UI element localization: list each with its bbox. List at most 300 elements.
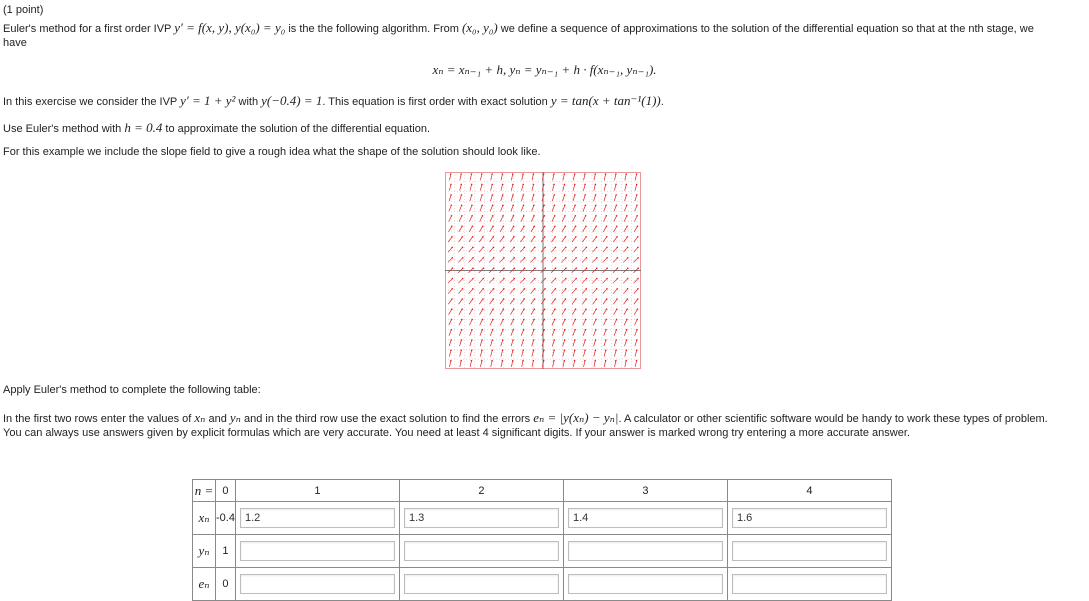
exercise-line: [3, 93, 664, 109]
slope-arrow-head: [522, 173, 524, 175]
slope-arrow-head: [450, 184, 452, 186]
slope-arrow-head: [523, 236, 525, 238]
slope-arrow-head: [481, 184, 483, 186]
slope-arrow-head: [472, 236, 474, 238]
table-row-yn: [193, 535, 892, 568]
slope-arrow-head: [533, 194, 535, 196]
slope-arrow-head: [462, 278, 464, 280]
slope-arrow-head: [575, 225, 577, 227]
slope-arrow-head: [626, 205, 628, 207]
slope-arrow-head: [461, 225, 463, 227]
en-label: eₙ: [193, 568, 216, 601]
slope-arrow-head: [544, 267, 546, 269]
slope-arrow-head: [544, 257, 546, 259]
slope-arrow-head: [450, 173, 452, 175]
slope-arrow-head: [553, 339, 555, 341]
slope-arrow-head: [451, 319, 453, 321]
slope-arrow-head: [564, 215, 566, 217]
slope-arrow-head: [543, 205, 545, 207]
slope-arrow-head: [492, 205, 494, 207]
slope-arrow-head: [503, 298, 505, 300]
slope-arrow-head: [595, 329, 597, 331]
slope-arrow-head: [503, 257, 505, 259]
slope-arrow-head: [503, 288, 505, 290]
slope-arrow-head: [523, 319, 525, 321]
slope-arrow-head: [595, 205, 597, 207]
yn-symbol: yₙ: [229, 410, 241, 425]
slope-arrow-head: [586, 278, 588, 280]
x4-input[interactable]: 1.6: [732, 508, 887, 528]
slope-arrow-head: [606, 236, 608, 238]
slope-arrow-head: [452, 257, 454, 259]
rows-line: [3, 410, 1048, 426]
slope-arrow-head: [493, 257, 495, 259]
slope-arrow-head: [627, 257, 629, 259]
slope-arrow-head: [471, 339, 473, 341]
slope-arrow-head: [451, 298, 453, 300]
slope-arrow-head: [626, 215, 628, 217]
slope-arrow-head: [512, 173, 514, 175]
slope-arrow-head: [615, 360, 617, 362]
slope-arrow-head: [626, 194, 628, 196]
slope-arrow-head: [605, 319, 607, 321]
y2-input[interactable]: [404, 541, 559, 561]
slope-arrow-head: [492, 319, 494, 321]
slope-arrow-head: [627, 247, 629, 249]
slope-arrow-head: [472, 278, 474, 280]
slope-arrow-head: [533, 173, 535, 175]
slope-arrow-head: [586, 247, 588, 249]
slope-arrow-head: [523, 329, 525, 331]
slope-arrow-head: [615, 350, 617, 352]
slope-arrow-head: [554, 298, 556, 300]
slope-arrow-head: [616, 205, 618, 207]
slope-arrow-head: [523, 308, 525, 310]
slope-arrow-head: [605, 339, 607, 341]
slope-arrow-head: [574, 360, 576, 362]
slope-arrow-head: [544, 215, 546, 217]
x1-input[interactable]: 1.2: [240, 508, 395, 528]
slope-arrow-head: [585, 319, 587, 321]
slope-arrow-head: [606, 247, 608, 249]
slope-arrow-head: [605, 184, 607, 186]
slope-arrow-head: [523, 205, 525, 207]
slope-arrow-head: [513, 288, 515, 290]
apply-instructions: Apply Euler's method to complete the following table:: [3, 384, 261, 396]
slope-arrow-head: [523, 215, 525, 217]
slope-arrow-head: [627, 298, 629, 300]
initial-condition: y(−0.4) = 1: [261, 93, 323, 108]
slope-arrow-head: [637, 236, 639, 238]
intro-text-b: is the the following algorithm. From: [288, 23, 459, 35]
slope-arrow-head: [461, 319, 463, 321]
slope-arrow-head: [574, 184, 576, 186]
slope-arrow-head: [471, 173, 473, 175]
slope-arrow-head: [503, 278, 505, 280]
slope-arrow-head: [626, 184, 628, 186]
slope-arrow-head: [636, 215, 638, 217]
slope-arrow-head: [574, 350, 576, 352]
slope-arrow-head: [471, 329, 473, 331]
slope-arrow-head: [534, 298, 536, 300]
slope-arrow-head: [637, 257, 639, 259]
slope-arrow-head: [636, 319, 638, 321]
column-header-1: 1: [235, 480, 399, 502]
slope-arrow-head: [615, 173, 617, 175]
slope-arrow-head: [565, 247, 567, 249]
slope-arrow-head: [492, 339, 494, 341]
table-header-row: [193, 480, 892, 502]
slope-arrow-head: [605, 194, 607, 196]
slope-arrow-head: [493, 288, 495, 290]
slope-arrow-head: [584, 339, 586, 341]
slope-arrow-head: [637, 288, 639, 290]
slope-arrow-head: [533, 205, 535, 207]
slope-arrow-head: [605, 350, 607, 352]
slope-arrow-head: [554, 329, 556, 331]
slope-arrow-head: [461, 308, 463, 310]
n-0: 0: [216, 480, 236, 502]
slope-arrow-head: [636, 350, 638, 352]
slope-arrow-head: [492, 329, 494, 331]
use-line: [3, 120, 430, 136]
ivp-formula: y′ = f(x, y), y(x₀) = y₀: [174, 20, 286, 35]
slope-arrow-head: [585, 225, 587, 227]
slope-arrow-head: [616, 308, 618, 310]
slope-arrow-head: [543, 173, 545, 175]
slope-arrow-head: [512, 205, 514, 207]
slope-arrow-head: [544, 236, 546, 238]
slope-arrow-head: [451, 225, 453, 227]
x-0: -0.4: [216, 502, 236, 535]
use-text-a: Use Euler's method with: [3, 123, 122, 135]
y1-input[interactable]: [240, 541, 395, 561]
slope-arrow-head: [605, 360, 607, 362]
slope-arrow-head: [606, 308, 608, 310]
slope-arrow-head: [584, 184, 586, 186]
slope-arrow-head: [472, 257, 474, 259]
slope-arrow-head: [452, 267, 454, 269]
slope-arrow-head: [636, 194, 638, 196]
rows-text-d: You can always use answers given by explicit formulas which are very accurate. You need at least 4 significant digits. If your answer is marked wrong try entering a more accurate answer.: [3, 427, 910, 439]
slope-arrow-head: [512, 350, 514, 352]
slope-arrow-head: [594, 173, 596, 175]
slope-arrow-head: [502, 319, 504, 321]
slope-arrow-head: [450, 360, 452, 362]
column-header-2: 2: [399, 480, 563, 502]
slope-arrow-head: [534, 247, 536, 249]
slope-arrow-head: [482, 308, 484, 310]
slope-arrow-head: [544, 308, 546, 310]
slope-arrow-head: [460, 173, 462, 175]
slope-arrow-head: [534, 308, 536, 310]
slope-arrow-head: [450, 339, 452, 341]
slope-arrow-head: [626, 225, 628, 227]
slope-arrow-head: [574, 194, 576, 196]
slope-arrow-head: [524, 267, 526, 269]
slope-arrow-head: [605, 173, 607, 175]
slope-arrow-head: [637, 247, 639, 249]
error-formula: eₙ = |y(xₙ) − yₙ|: [533, 410, 619, 425]
slope-arrow-head: [555, 278, 557, 280]
euler-formula: xₙ = xₙ₋₁ + h, yₙ = yₙ₋₁ + h · f(xₙ₋₁, yₙ₋₁).: [432, 62, 657, 77]
slope-arrow-head: [564, 205, 566, 207]
slope-arrow-head: [462, 247, 464, 249]
e-0: 0: [216, 568, 236, 601]
slope-arrow-head: [460, 184, 462, 186]
euler-table: [192, 479, 892, 601]
slope-arrow-head: [595, 308, 597, 310]
slope-arrow-head: [605, 329, 607, 331]
slope-arrow-head: [543, 360, 545, 362]
slope-arrow-head: [462, 288, 464, 290]
slope-arrow-head: [616, 247, 618, 249]
slope-arrow-head: [481, 350, 483, 352]
slope-arrow-head: [595, 339, 597, 341]
slope-arrow-head: [523, 298, 525, 300]
slope-arrow-head: [472, 308, 474, 310]
slope-arrow-head: [575, 215, 577, 217]
slope-arrow-head: [595, 215, 597, 217]
slope-arrow-head: [584, 350, 586, 352]
exercise-text-d: .: [660, 96, 664, 108]
slope-arrow-head: [553, 360, 555, 362]
slope-arrow-head: [596, 288, 598, 290]
rows-and: and: [208, 413, 227, 425]
slope-arrow-head: [513, 298, 515, 300]
slope-arrow-head: [636, 339, 638, 341]
yn-label: yₙ: [193, 535, 216, 568]
slope-arrow-head: [523, 225, 525, 227]
intro-text-c: we define a sequence of approximations to the solution of the differential equation so that at the nth stage, we: [500, 23, 1034, 35]
slope-arrow-head: [493, 247, 495, 249]
slope-arrow-head: [451, 308, 453, 310]
slope-arrow-head: [534, 225, 536, 227]
slope-arrow-head: [596, 298, 598, 300]
slope-arrow-head: [543, 350, 545, 352]
slope-arrow-head: [451, 247, 453, 249]
slope-arrow-head: [626, 329, 628, 331]
intro-text-d: have: [3, 37, 27, 49]
slope-arrow-head: [492, 236, 494, 238]
slope-arrow-head: [636, 173, 638, 175]
xn-symbol: xₙ: [194, 410, 206, 425]
slope-arrow-head: [554, 308, 556, 310]
slope-arrow-head: [502, 215, 504, 217]
slope-arrow-head: [606, 278, 608, 280]
slope-arrow-head: [564, 184, 566, 186]
slope-arrow-head: [534, 236, 536, 238]
slope-arrow-head: [605, 215, 607, 217]
slope-arrow-head: [636, 184, 638, 186]
slope-arrow-head: [492, 298, 494, 300]
slope-arrow-head: [596, 236, 598, 238]
intro-line: [3, 20, 1034, 36]
slope-arrow-head: [492, 308, 494, 310]
slope-arrow-head: [471, 319, 473, 321]
slope-arrow-head: [513, 278, 515, 280]
slope-arrow-head: [450, 194, 452, 196]
xn-label: xₙ: [193, 502, 216, 535]
slope-arrow-head: [616, 236, 618, 238]
slope-arrow-head: [502, 350, 504, 352]
slope-arrow-head: [553, 194, 555, 196]
slope-arrow-head: [544, 319, 546, 321]
slope-arrow-head: [564, 173, 566, 175]
slope-arrow-head: [502, 194, 504, 196]
slope-arrow-head: [564, 339, 566, 341]
slope-arrow-head: [543, 329, 545, 331]
slope-arrow-head: [482, 225, 484, 227]
slope-arrow-head: [503, 247, 505, 249]
slope-arrow-head: [471, 350, 473, 352]
y3-input[interactable]: [568, 541, 723, 561]
intro-text-a: Euler's method for a first order IVP: [3, 23, 172, 35]
slope-arrow-head: [585, 308, 587, 310]
slope-arrow-head: [636, 329, 638, 331]
slope-arrow-head: [543, 184, 545, 186]
slope-arrow-head: [481, 173, 483, 175]
slope-arrow-head: [627, 267, 629, 269]
slope-arrow-head: [491, 184, 493, 186]
slope-arrow-head: [472, 288, 474, 290]
slope-arrow-head: [555, 247, 557, 249]
slope-arrow-head: [627, 288, 629, 290]
slope-arrow-head: [533, 360, 535, 362]
slope-arrow-head: [574, 205, 576, 207]
slope-arrow-head: [482, 236, 484, 238]
slope-arrow-head: [584, 360, 586, 362]
x3-input[interactable]: 1.4: [568, 508, 723, 528]
slope-arrow-head: [575, 288, 577, 290]
slope-arrow-head: [595, 350, 597, 352]
slope-field-note: For this example we include the slope field to give a rough idea what the shape of the solution should look like.: [3, 146, 541, 158]
slope-arrow-head: [574, 329, 576, 331]
e3-input[interactable]: [568, 574, 723, 594]
slope-arrow-head: [585, 236, 587, 238]
exact-solution: y = tan(x + tan⁻¹(1)): [550, 93, 661, 108]
start-point: (x₀, y₀): [461, 20, 498, 35]
slope-arrow-head: [596, 267, 598, 269]
slope-arrow-head: [482, 247, 484, 249]
slope-arrow-head: [616, 215, 618, 217]
slope-field-plot: [445, 172, 641, 369]
slope-arrow-head: [637, 267, 639, 269]
slope-arrow-head: [512, 360, 514, 362]
slope-arrow-head: [574, 339, 576, 341]
slope-arrow-head: [564, 350, 566, 352]
slope-arrow-head: [606, 257, 608, 259]
slope-arrow-head: [533, 319, 535, 321]
slope-arrow-head: [575, 257, 577, 259]
slope-arrow-head: [595, 194, 597, 196]
slope-arrow-head: [472, 298, 474, 300]
slope-arrow-head: [471, 184, 473, 186]
slope-arrow-head: [533, 339, 535, 341]
slope-arrow-head: [606, 225, 608, 227]
slope-arrow-head: [451, 236, 453, 238]
slope-arrow-head: [461, 215, 463, 217]
slope-arrow-head: [533, 329, 535, 331]
slope-arrow-head: [585, 329, 587, 331]
slope-arrow-head: [575, 278, 577, 280]
slope-arrow-head: [452, 278, 454, 280]
slope-arrow-head: [524, 288, 526, 290]
slope-arrow-head: [450, 350, 452, 352]
slope-arrow-head: [491, 350, 493, 352]
slope-arrow-head: [584, 173, 586, 175]
slope-arrow-head: [626, 308, 628, 310]
slope-arrow-head: [565, 278, 567, 280]
slope-arrow-head: [626, 350, 628, 352]
slope-arrow-head: [564, 329, 566, 331]
slope-arrow-head: [513, 236, 515, 238]
slope-arrow-head: [482, 319, 484, 321]
slope-arrow-head: [461, 329, 463, 331]
rows-text-b: and in the third row use the exact solution to find the errors: [244, 413, 531, 425]
slope-arrow-head: [483, 278, 485, 280]
slope-arrow-head: [564, 194, 566, 196]
slope-arrow-head: [482, 288, 484, 290]
slope-arrow-head: [596, 257, 598, 259]
slope-arrow-head: [594, 360, 596, 362]
slope-arrow-head: [462, 257, 464, 259]
slope-arrow-head: [533, 184, 535, 186]
slope-arrow-head: [513, 308, 515, 310]
e4-input[interactable]: [732, 574, 887, 594]
slope-arrow-head: [575, 319, 577, 321]
slope-arrow-head: [586, 288, 588, 290]
slope-arrow-head: [482, 298, 484, 300]
slope-arrow-head: [491, 360, 493, 362]
slope-arrow-head: [483, 257, 485, 259]
x2-input[interactable]: 1.3: [404, 508, 559, 528]
slope-arrow-head: [565, 298, 567, 300]
slope-arrow-head: [606, 288, 608, 290]
slope-arrow-head: [637, 298, 639, 300]
slope-arrow-head: [627, 278, 629, 280]
slope-arrow-head: [553, 184, 555, 186]
e2-input[interactable]: [404, 574, 559, 594]
slope-arrow-head: [574, 173, 576, 175]
slope-arrow-head: [451, 215, 453, 217]
slope-arrow-head: [533, 215, 535, 217]
slope-arrow-head: [462, 236, 464, 238]
exercise-text-a: In this exercise we consider the IVP: [3, 96, 178, 108]
e1-input[interactable]: [240, 574, 395, 594]
slope-arrow-head: [586, 257, 588, 259]
slope-arrow-head: [502, 205, 504, 207]
slope-arrow-head: [493, 278, 495, 280]
y4-input[interactable]: [732, 541, 887, 561]
slope-arrow-head: [481, 329, 483, 331]
slope-arrow-head: [471, 360, 473, 362]
slope-arrow-head: [555, 257, 557, 259]
slope-arrow-head: [617, 278, 619, 280]
slope-arrow-head: [615, 184, 617, 186]
slope-arrow-head: [543, 339, 545, 341]
slope-arrow-head: [491, 173, 493, 175]
slope-arrow-head: [483, 267, 485, 269]
slope-arrow-head: [534, 267, 536, 269]
rows-text-a: In the first two rows enter the values of: [3, 413, 192, 425]
slope-arrow-head: [544, 298, 546, 300]
slope-arrow-head: [575, 236, 577, 238]
exercise-text-c: . This equation is first order with exact solution: [322, 96, 548, 108]
slope-arrow-head: [502, 329, 504, 331]
slope-arrow-head: [564, 360, 566, 362]
slope-arrow-head: [471, 194, 473, 196]
